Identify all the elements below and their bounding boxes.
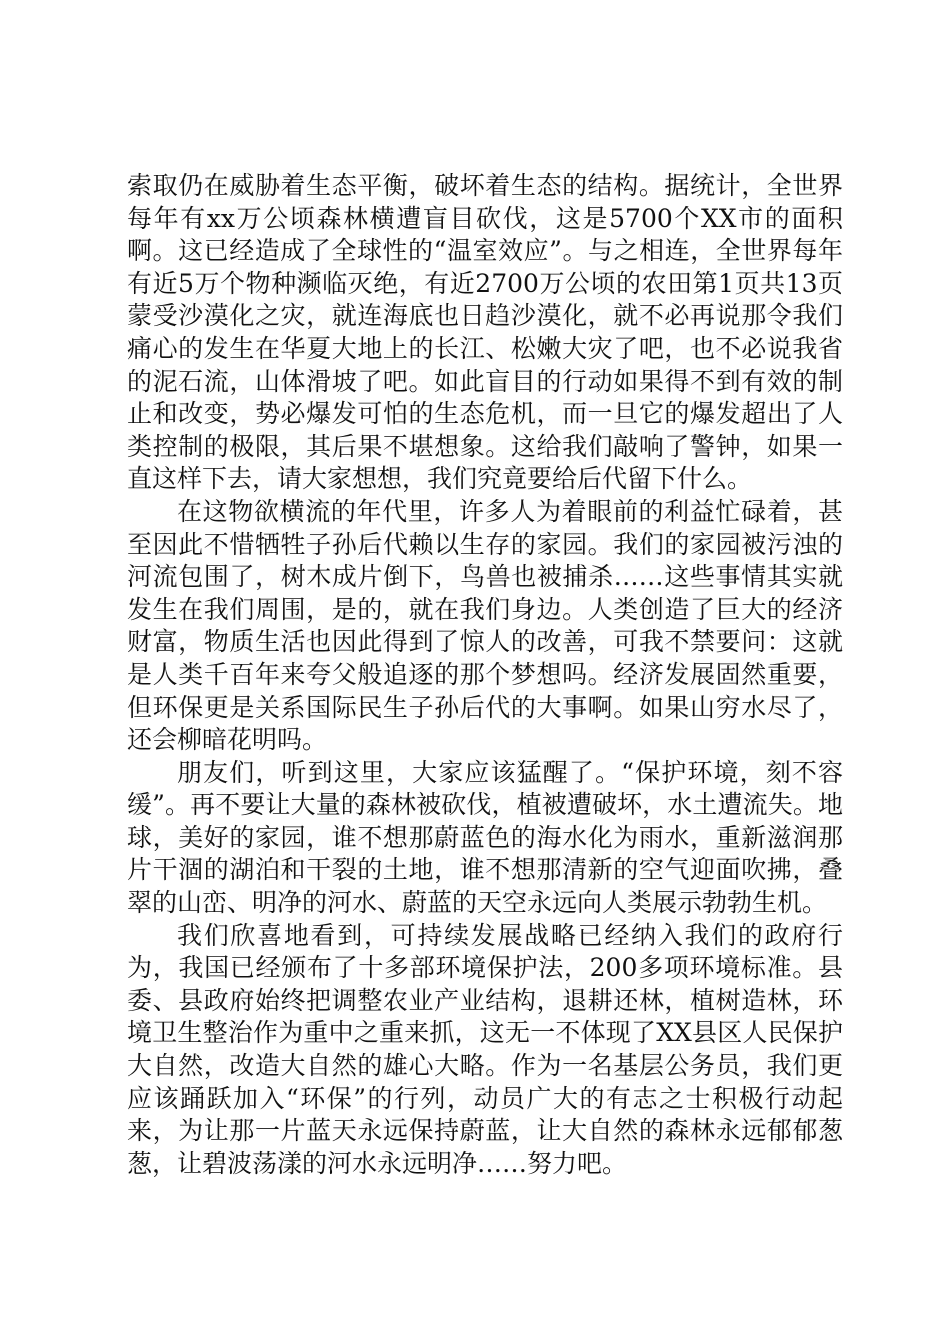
paragraph-continued: 索取仍在威胁着生态平衡，破坏着生态的结构。据统计，全世界每年有xx万公顷森林横遭盲目砍伐，这是5700个XX市的面积啊。这已经造成了全球性的“温室效应”。与之相连，全世界每年有近5万个物种濒临灭绝，有近2700万公顷的农田第1页共13页蒙受沙漠化之灾，就连海底也日趋沙漠化，就不必再说那令我们痛心的发生在华夏大地上的长江、松嫩大灾了吧，也不必说我省的泥石流，山体滑坡了吧。如此盲目的行动如果得不到有效的制止和改变，势必爆发可怕的生态危机，而一旦它的爆发超出了人类控制的极限，其后果不堪想象。这给我们敲响了警钟，如果一直这样下去，请大家想想，我们究竟要给后代留下什么。 <box>127 171 843 494</box>
paragraph-3: 朋友们，听到这里，大家应该猛醒了。“保护环境，刻不容缓”。再不要让大量的森林被砍伐，植被遭破坏，水土遭流失。地球，美好的家园，谁不想那蔚蓝色的海水化为雨水，重新滋润那片干涸的湖泊和干裂的土地，谁不想那清新的空气迎面吹拂，叠翠的山峦、明净的河水、蔚蓝的天空永远向人类展示勃勃生机。 <box>127 757 843 918</box>
document-body <box>127 170 843 1180</box>
paragraph-2: 在这物欲横流的年代里，许多人为着眼前的利益忙碌着，甚至因此不惜牺牲子孙后代赖以生存的家园。我们的家园被污浊的河流包围了，树木成片倒下，鸟兽也被捕杀……这些事情其实就发生在我们周围，是的，就在我们身边。人类创造了巨大的经济财富，物质生活也因此得到了惊人的改善，可我不禁要问：这就是人类千百年来夸父般追逐的那个梦想吗。经济发展固然重要，但环保更是关系国际民生子孙后代的大事啊。如果山穷水尽了，还会柳暗花明吗。 <box>127 496 843 755</box>
paragraph-4: 我们欣喜地看到，可持续发展战略已经纳入我们的政府行为，我国已经颁布了十多部环境保护法，200多项环境标准。县委、县政府始终把调整农业产业结构，退耕还林，植树造林，环境卫生整治作为重中之重来抓，这无一不体现了XX县区人民保护大自然，改造大自然的雄心大略。作为一名基层公务员，我们更应该踊跃加入“环保”的行列，动员广大的有志之士积极行动起来，为让那一片蓝天永远保持蔚蓝，让大自然的森林永远郁郁葱葱，让碧波荡漾的河水永远明净……努力吧。 <box>127 920 843 1178</box>
